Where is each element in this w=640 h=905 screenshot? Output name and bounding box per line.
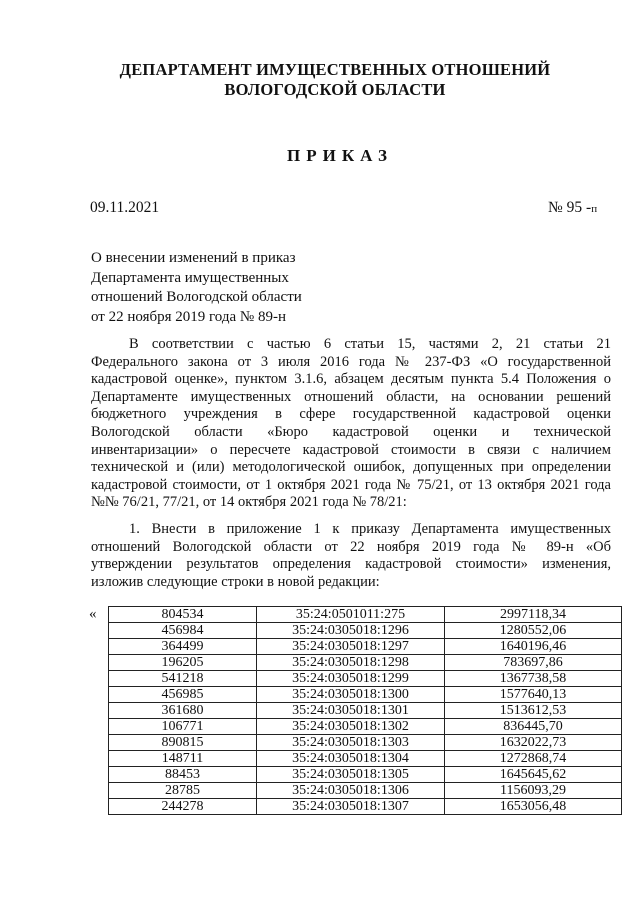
table-row [109, 783, 622, 799]
object-id-cell: 88453 [109, 767, 257, 783]
item-1-line: 1. Внести в приложение 1 к приказу Департамента имущественных [129, 521, 611, 537]
object-id-cell: 106771 [109, 719, 257, 735]
table-row [109, 719, 622, 735]
cadastral-value-cell: 1156093,29 [445, 783, 622, 799]
subject-line: от 22 ноября 2019 года № 89-н [91, 308, 286, 325]
cadastral-value-cell: 1653056,48 [445, 799, 622, 815]
department-name-line1: ДЕПАРТАМЕНТ ИМУЩЕСТВЕННЫХ ОТНОШЕНИЙ [119, 60, 551, 79]
cadastral-value-cell: 1632022,73 [445, 735, 622, 751]
cadastral-number-cell: 35:24:0305018:1305 [257, 767, 445, 783]
table-row [109, 655, 622, 671]
order-number-main: № 95 - [548, 199, 592, 216]
preamble-line: бюджетного учреждения в сфере государственной кадастровой оценки [91, 406, 611, 423]
document-title: ПРИКАЗ [287, 146, 393, 165]
preamble-line: технической и (или) методологической ошибок, допущенных при определении [91, 459, 611, 476]
cadastral-number-cell: 35:24:0305018:1302 [257, 719, 445, 735]
object-id-cell: 456985 [109, 687, 257, 703]
preamble-line: инвентаризации» о пересчете кадастровой стоимости в связи с наличием [91, 441, 611, 458]
preamble-line: №№ 76/21, 77/21, от 14 октября 2021 года № 78/21: [91, 494, 407, 511]
object-id-cell: 890815 [109, 735, 257, 751]
object-id-cell: 361680 [109, 703, 257, 719]
table-row [109, 687, 622, 703]
cadastral-number-cell: 35:24:0305018:1306 [257, 783, 445, 799]
cadastral-value-cell: 1272868,74 [445, 751, 622, 767]
order-number [548, 199, 598, 217]
cadastral-value-cell: 783697,86 [445, 655, 622, 671]
item-1-line: утверждении результатов определения кадастровой стоимости» изменения, [91, 556, 611, 573]
item-1-line: отношений Вологодской области от 22 ноября 2019 года № 89-н «Об [91, 538, 611, 555]
object-id-cell: 456984 [109, 623, 257, 639]
preamble-line: Федерального закона от 3 июля 2016 года № 237-ФЗ «О государственной [91, 353, 611, 370]
preamble-line: Департаменте имущественных отношений области, на основании решений [91, 388, 611, 405]
object-id-cell: 541218 [109, 671, 257, 687]
cadastral-number-cell: 35:24:0305018:1300 [257, 687, 445, 703]
opening-quote-mark: « [89, 606, 97, 622]
cadastral-number-cell: 35:24:0305018:1304 [257, 751, 445, 767]
object-id-cell: 244278 [109, 799, 257, 815]
cadastral-number-cell: 35:24:0305018:1298 [257, 655, 445, 671]
cadastral-number-cell: 35:24:0501011:275 [257, 607, 445, 623]
preamble-line: кадастровой стоимости, от 1 октября 2021 года № 75/21, от 13 октября 2021 года [91, 476, 611, 493]
object-id-cell: 28785 [109, 783, 257, 799]
cadastral-number-cell: 35:24:0305018:1303 [257, 735, 445, 751]
department-header [0, 60, 640, 100]
table-row [109, 703, 622, 719]
cadastral-number-cell: 35:24:0305018:1301 [257, 703, 445, 719]
table-row [109, 799, 622, 815]
cadastral-value-cell: 1577640,13 [445, 687, 622, 703]
cadastral-value-cell: 1513612,53 [445, 703, 622, 719]
cadastral-number-cell: 35:24:0305018:1307 [257, 799, 445, 815]
preamble-line: В соответствии с частью 6 статьи 15, частями 2, 21 статьи 21 [129, 336, 611, 352]
cadastral-number-cell: 35:24:0305018:1299 [257, 671, 445, 687]
object-id-cell: 148711 [109, 751, 257, 767]
table-row [109, 623, 622, 639]
cadastral-value-cell: 1280552,06 [445, 623, 622, 639]
cadastral-value-cell: 1367738,58 [445, 671, 622, 687]
subject-line: О внесении изменений в приказ [91, 250, 296, 266]
order-number-suffix: п [591, 203, 599, 215]
cadastral-value-cell: 1645645,62 [445, 767, 622, 783]
object-id-cell: 804534 [109, 607, 257, 623]
item-1-line: изложив следующие строки в новой редакции: [91, 573, 380, 590]
table-row [109, 607, 622, 623]
table-row [109, 639, 622, 655]
object-id-cell: 364499 [109, 639, 257, 655]
department-name-line2: ВОЛОГОДСКОЙ ОБЛАСТИ [224, 80, 446, 99]
table-row [109, 751, 622, 767]
order-date: 09.11.2021 [90, 199, 160, 216]
cadastral-value-table [108, 606, 622, 815]
preamble-paragraph [91, 336, 611, 512]
document-title-wrapper [0, 146, 640, 166]
table-row [109, 767, 622, 783]
cadastral-number-cell: 35:24:0305018:1297 [257, 639, 445, 655]
preamble-line: кадастровой оценке», пунктом 3.1.6, абзацем десятым пункта 5.4 Положения о [91, 371, 611, 388]
table-row [109, 735, 622, 751]
item-1-paragraph [91, 521, 611, 591]
subject-line: Департамента имущественных [91, 269, 289, 286]
cadastral-value-cell: 2997118,34 [445, 607, 622, 623]
object-id-cell: 196205 [109, 655, 257, 671]
cadastral-value-cell: 1640196,46 [445, 639, 622, 655]
table-body [109, 607, 622, 815]
preamble-line: Вологодской области «Бюро кадастровой оценки и технической [91, 423, 611, 440]
cadastral-value-cell: 836445,70 [445, 719, 622, 735]
subject-line: отношений Вологодской области [91, 289, 302, 306]
table-row [109, 671, 622, 687]
cadastral-number-cell: 35:24:0305018:1296 [257, 623, 445, 639]
order-subject [91, 249, 302, 327]
